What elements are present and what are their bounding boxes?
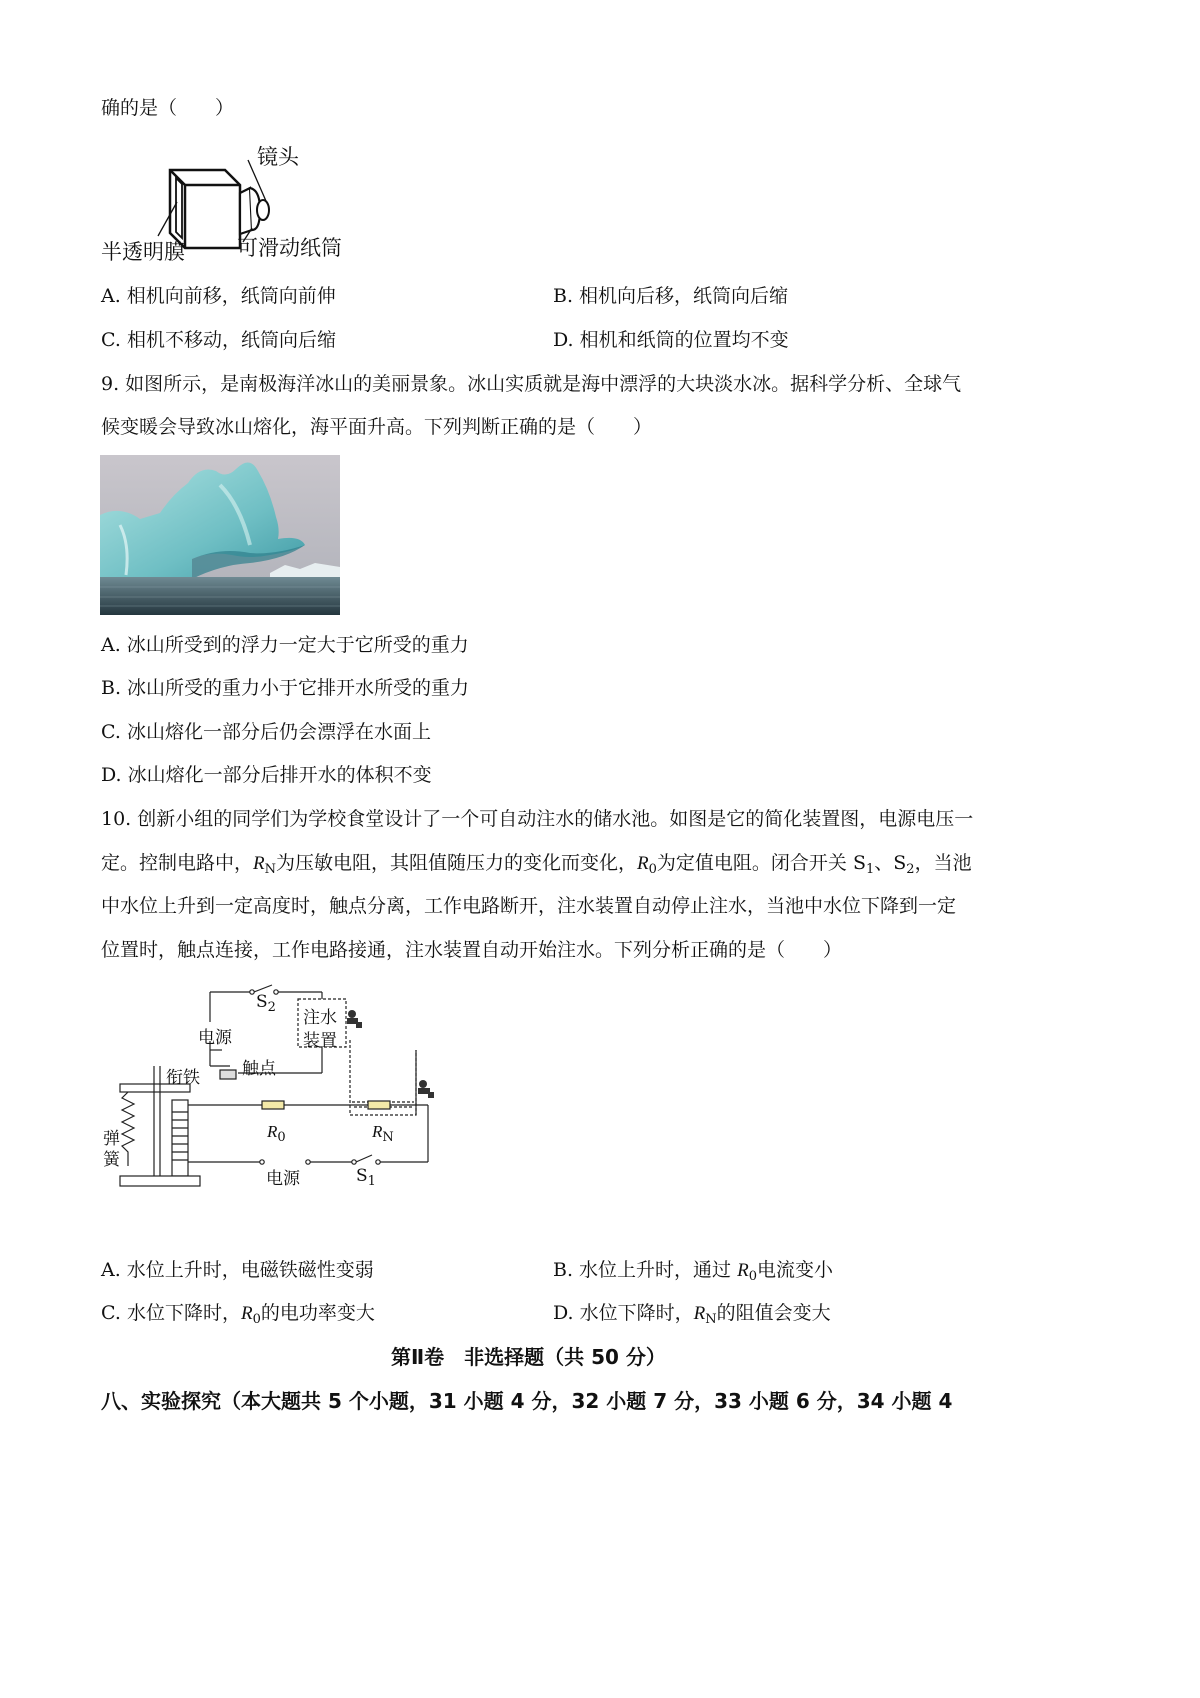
sub-0: 0 [648,862,657,877]
power-bottom-label: 电源 [266,1169,300,1189]
sub-0: 0 [748,1269,757,1284]
q9-stem-line1: 9. 如图所示，是南极海洋冰山的美丽景象。冰山实质就是海中漂浮的大块淡水冰。据科学分析、全球气 [101,373,962,395]
r0-label [267,1122,286,1145]
q10-option-c [101,1301,375,1332]
q9-option-a: A. 冰山所受到的浮力一定大于它所受的重力 [101,634,469,656]
rn-label [372,1122,394,1145]
s1-label [356,1166,376,1189]
q8-option-a: A. 相机向前移，纸筒向前伸 [101,285,336,307]
device-label-1: 注水 [303,1008,337,1028]
var-r: R [240,1303,253,1324]
sub-n: N [705,1312,717,1327]
s2-label [256,992,276,1015]
q8-option-c: C. 相机不移动，纸筒向后缩 [101,329,336,351]
option-text: 电流变小 [756,1259,833,1281]
q10-option-b [553,1258,833,1289]
q10-option-d [553,1301,831,1332]
var-r: R [737,1260,749,1281]
q10-stem-line1: 10. 创新小组的同学们为学校食堂设计了一个可自动注水的储水池。如图是它的简化装置图，电源电压一 [101,808,974,830]
film-label: 半透明膜 [101,240,185,264]
rn-sub: N [382,1130,394,1145]
option-text: 的阻值会变大 [716,1302,831,1324]
option-text: B. 水位上升时，通过 [553,1259,738,1281]
lens-label: 镜头 [257,145,299,169]
q9-option-c: C. 冰山熔化一部分后仍会漂浮在水面上 [101,721,431,743]
option-text: D. 水位下降时， [553,1302,694,1324]
r0-sub: 0 [277,1130,286,1145]
q8-tail: 确的是（ ） [101,97,235,119]
q9-stem-line2: 候变暖会导致冰山熔化，海平面升高。下列判断正确的是（ ） [101,416,653,438]
spring-label-2: 簧 [103,1150,120,1170]
sub-2: 2 [906,862,915,877]
var-r: R [267,1122,278,1141]
q10-text: 定。控制电路中， [101,852,254,874]
sub-n: N [264,862,276,877]
q10-text: 、S [874,852,907,874]
var-r: R [253,853,265,874]
q10-text: ，当池 [914,852,972,874]
q9-option-b: B. 冰山所受的重力小于它排开水所受的重力 [101,677,470,699]
q8-option-b: B. 相机向后移，纸筒向后缩 [553,285,789,307]
q10-text: 为压敏电阻，其阻值随压力的变化而变化， [276,852,638,874]
power-top-label: 电源 [198,1028,232,1048]
q10-text: 为定值电阻。闭合开关 S [656,852,866,874]
q9-option-d: D. 冰山熔化一部分后排开水的体积不变 [101,764,432,786]
sub-0: 0 [252,1312,261,1327]
q10-option-a: A. 水位上升时，电磁铁磁性变弱 [101,1259,374,1281]
spring-label-1: 弹 [103,1129,120,1149]
s2-text: S [256,992,268,1012]
section-title: 第Ⅱ卷 非选择题（共 50 分） [391,1345,666,1369]
var-r: R [372,1122,383,1141]
iceberg-photo [100,455,340,615]
q10-stem-line4: 位置时，触点连接，工作电路接通，注水装置自动开始注水。下列分析正确的是（ ） [101,939,843,961]
s2-sub: 2 [267,1000,276,1015]
s1-text: S [356,1166,368,1186]
device-label-2: 装置 [303,1031,337,1051]
q10-stem-line3: 中水位上升到一定高度时，触点分离，工作电路断开，注水装置自动停止注水，当池中水位下降到一定 [101,895,957,917]
option-text: 的电功率变大 [260,1302,375,1324]
var-r: R [693,1303,706,1324]
sub-1: 1 [865,862,875,877]
part-heading: 八、实验探究（本大题共 5 个小题，31 小题 4 分，32 小题 7 分，33 小题 6 分，34 小题 4 [101,1389,953,1413]
option-text: C. 水位下降时， [101,1302,241,1324]
tube-label: 可滑动纸筒 [237,236,342,260]
contact-label: 触点 [242,1059,276,1079]
q8-option-d: D. 相机和纸筒的位置均不变 [553,329,789,351]
armature-label: 衔铁 [166,1068,200,1088]
s1-sub: 1 [367,1174,376,1189]
var-r: R [637,853,649,874]
q10-stem-line2 [101,851,972,882]
